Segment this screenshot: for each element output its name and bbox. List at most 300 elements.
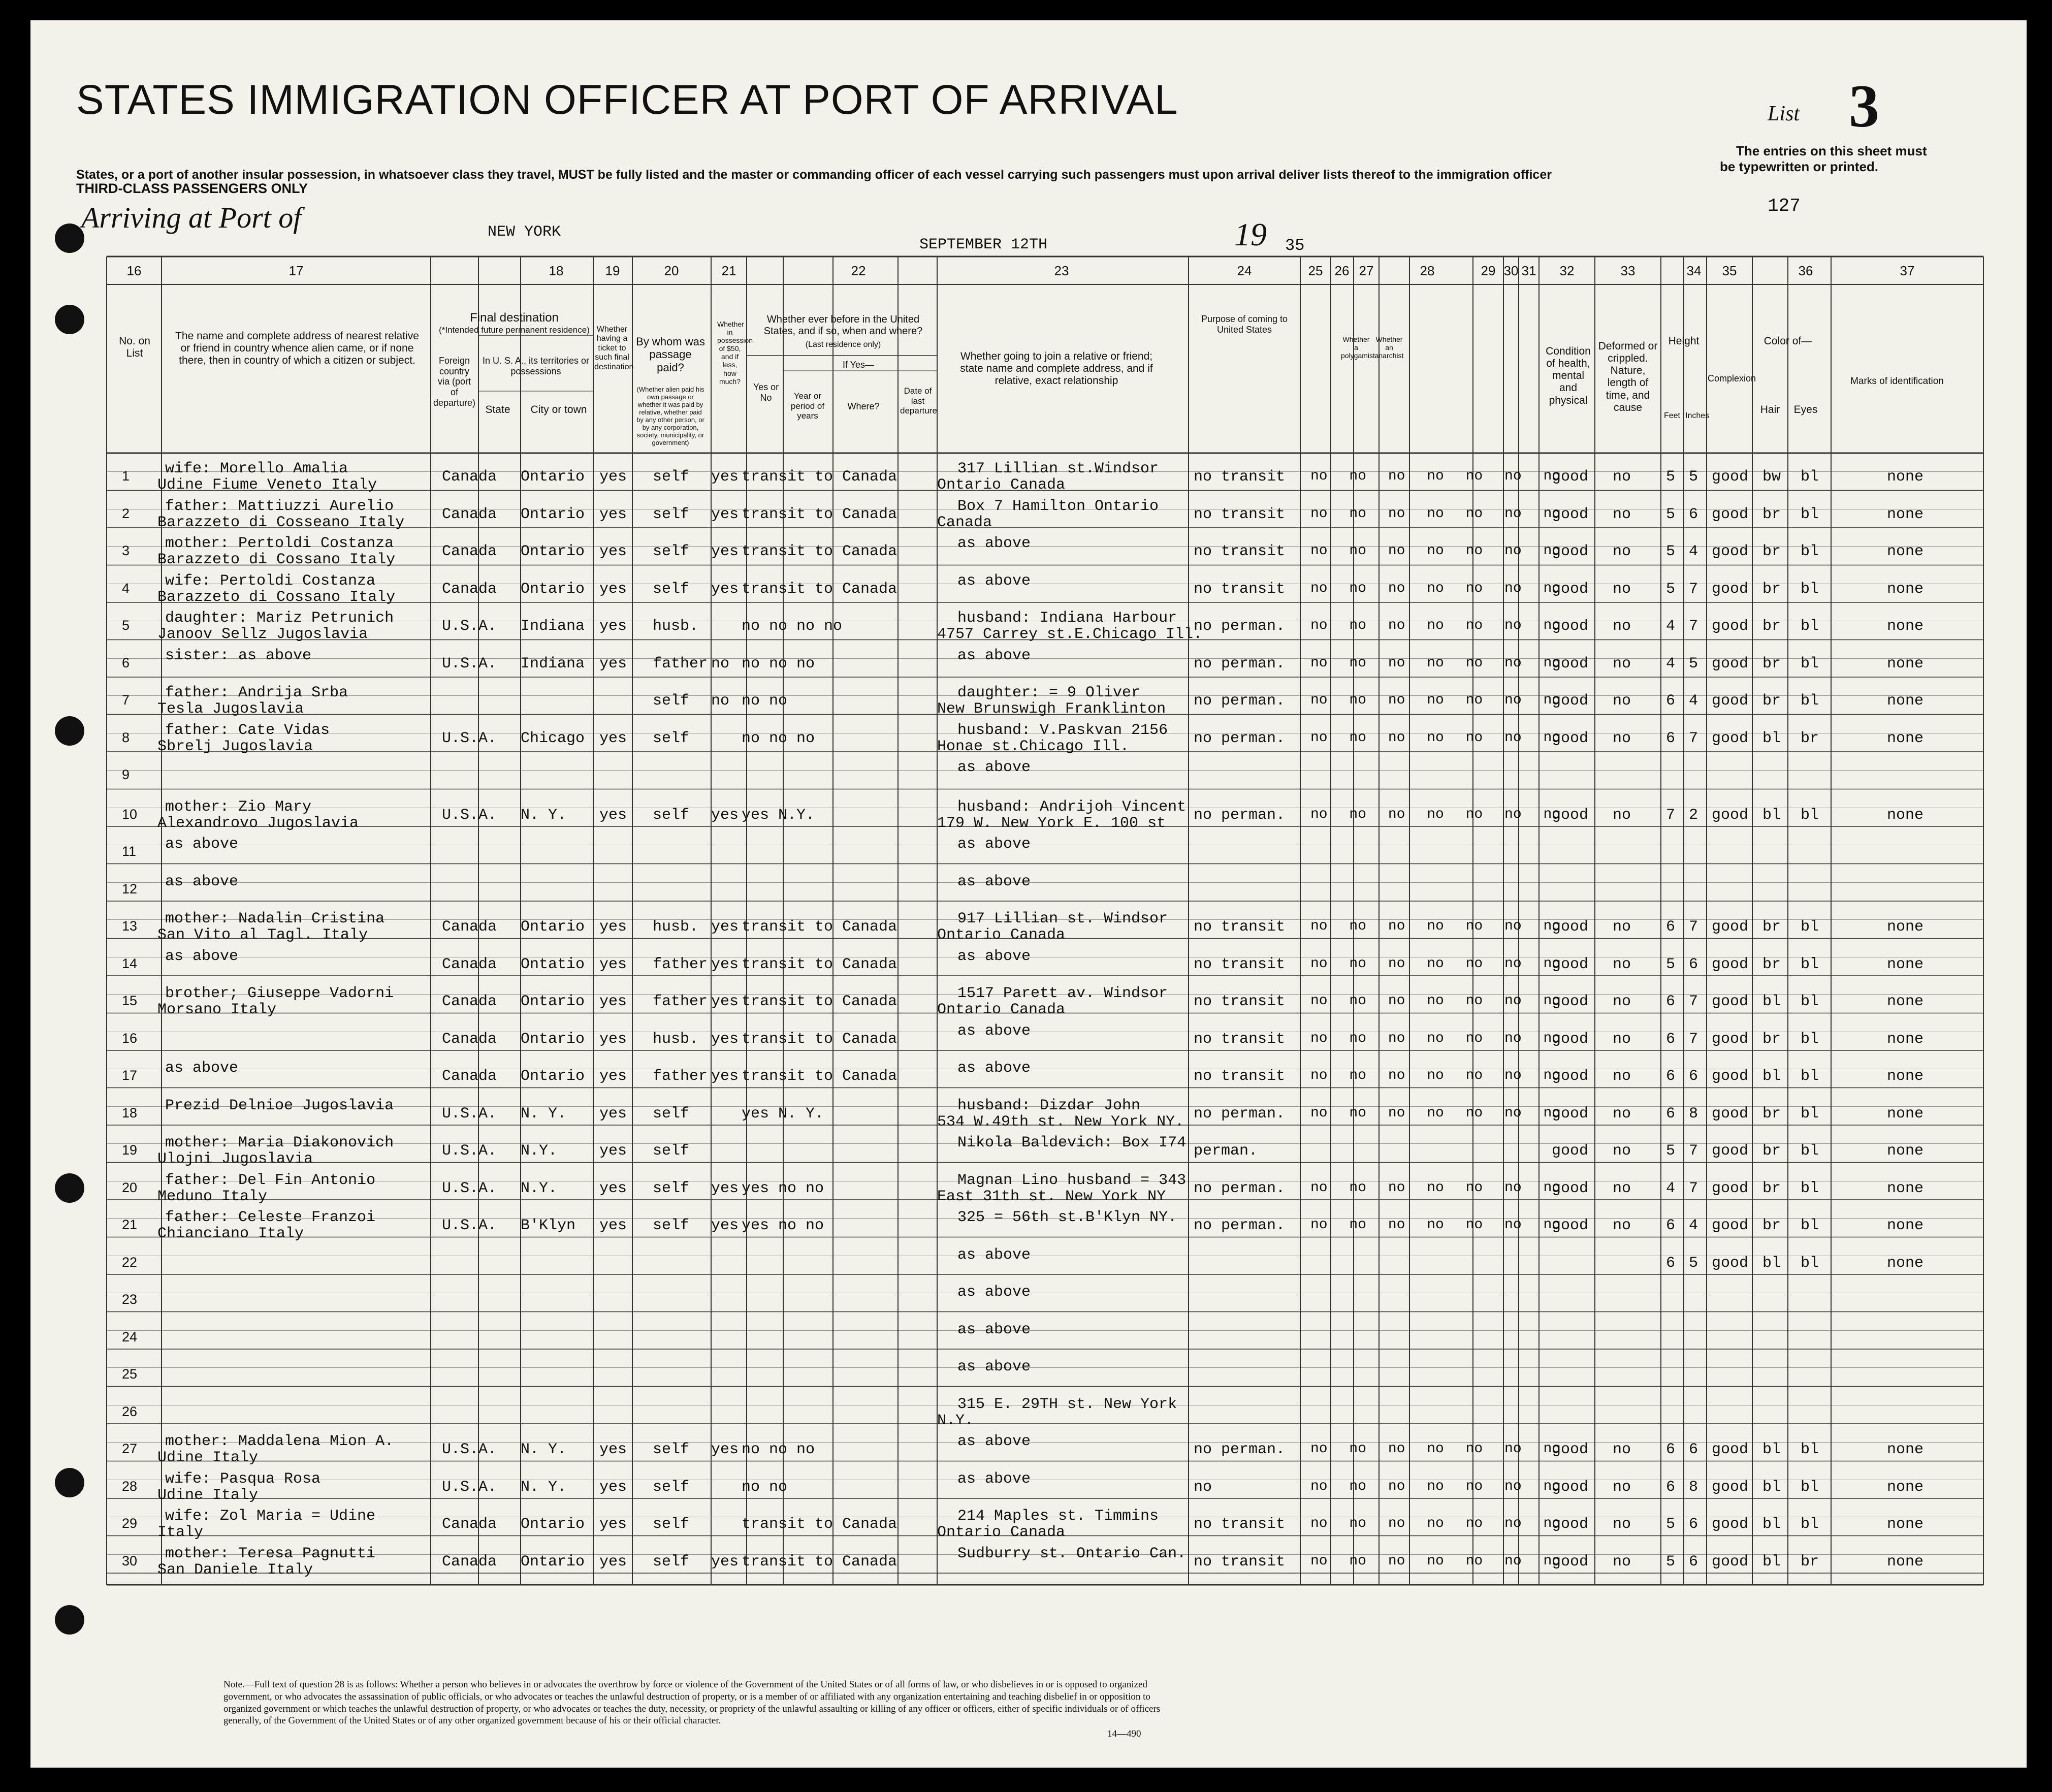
row-number: 28 — [122, 1478, 138, 1494]
column-number: 33 — [1620, 263, 1636, 278]
health-condition: good — [1552, 729, 1589, 747]
joining-line-2: East 31th st. New York NY — [937, 1188, 1166, 1205]
passage-paid-by: husb. — [653, 918, 699, 936]
questions-answers: no no no no no no no — [1310, 1105, 1561, 1121]
column-number: 19 — [605, 263, 620, 278]
hair-color: br — [1762, 1030, 1781, 1048]
header-where: Where? — [847, 401, 880, 411]
identification-marks: none — [1887, 955, 1924, 973]
complexion: good — [1712, 1030, 1749, 1048]
previous-visit: yes no no — [742, 1179, 824, 1197]
passage-paid-by: self — [653, 505, 690, 523]
ticket-answer: yes — [599, 955, 627, 973]
hair-color: br — [1762, 505, 1781, 523]
relative-name: father: Del Fin Antonio — [165, 1171, 376, 1189]
relative-name: father: Mattiuzzi Aurelio — [165, 497, 394, 515]
destination-city: Ontario — [521, 1030, 585, 1048]
height-inches: 7 — [1689, 1179, 1698, 1197]
header-yes-or-no: Yes or No — [753, 382, 779, 403]
relative-name: as above — [165, 836, 239, 853]
questions-answers: no no no no no no no — [1310, 1516, 1561, 1531]
row-number: 30 — [122, 1553, 138, 1569]
row-number: 6 — [122, 655, 130, 670]
joining-line-1: 315 E. 29TH st. New York — [957, 1395, 1177, 1413]
footer-note: Note.—Full text of question 28 is as follows: Whether a person who believes in or advocates the overthrow by force or violence of the Government of the United States or of all forms of law, or who disbelieves in or is opposed to organized government, or who advocates the assassination of public officials, or who advocates or teaches the unlawful destruction of property, or is a member of or affiliated with any organization entertaining and teaching disbelief in or opposition to organized government or which teaches the unlawful destruction of property, or who advocates or teaches the duty, necessity, or propriety of the unlawful assaulting or killing of any officer or officers, either of specific individuals or of officers generally, of the Government of the United States or of any other organized government because of his or their official character. — [223, 1679, 1161, 1726]
passage-paid-by: self — [653, 1142, 690, 1160]
ticket-answer: yes — [599, 505, 627, 523]
height-inches: 6 — [1689, 1441, 1698, 1458]
hair-color: br — [1762, 618, 1781, 635]
identification-marks: none — [1887, 1516, 1924, 1533]
complexion: good — [1712, 1179, 1749, 1197]
previous-visit: transit to Canada — [742, 468, 897, 486]
relative-name: wife: Pasqua Rosa — [165, 1470, 321, 1488]
identification-marks: none — [1887, 1478, 1924, 1496]
row-number: 22 — [122, 1254, 138, 1270]
purpose: no transit — [1194, 505, 1286, 523]
ticket-answer: yes — [599, 1441, 627, 1458]
row-number: 18 — [122, 1105, 138, 1121]
health-condition: good — [1552, 955, 1589, 973]
joining-line-2: 4757 Carrey st.E.Chicago Ill. — [937, 626, 1203, 643]
questions-answers: no no no no no no no — [1310, 1478, 1561, 1494]
passage-paid-by: self — [653, 806, 690, 824]
complexion: good — [1712, 1516, 1749, 1533]
money-answer: yes — [711, 1068, 739, 1085]
questions-answers: no no no no no no no — [1310, 580, 1561, 596]
previous-visit: transit to Canada — [742, 1516, 897, 1533]
hair-color: br — [1762, 692, 1781, 710]
column-number: 26 — [1334, 263, 1350, 278]
money-answer: no — [711, 655, 730, 673]
eye-color: bl — [1801, 955, 1819, 973]
height-inches: 7 — [1689, 580, 1698, 598]
purpose: no perman. — [1194, 1441, 1286, 1458]
questions-answers: no no no no no no no — [1310, 729, 1561, 746]
deformed: no — [1613, 468, 1631, 486]
eye-color: bl — [1801, 806, 1819, 824]
hair-color: br — [1762, 543, 1781, 560]
destination-city: N. Y. — [521, 806, 567, 824]
deformed: no — [1613, 543, 1631, 560]
previous-visit: transit to Canada — [742, 918, 897, 936]
joining-line-2: Canada — [937, 514, 992, 531]
form-code: 14—490 — [1107, 1729, 1141, 1739]
money-answer: yes — [711, 918, 739, 936]
hair-color: br — [1762, 1179, 1781, 1197]
row-number: 15 — [122, 993, 138, 1008]
destination-city: N. Y. — [521, 1105, 567, 1123]
questions-answers: no no no no no no no — [1310, 918, 1561, 934]
foreign-country: Canada — [442, 993, 497, 1010]
deformed: no — [1613, 580, 1631, 598]
header-anarchist: Whether an anarchist — [1374, 335, 1404, 360]
money-answer: yes — [711, 1553, 739, 1571]
deformed: no — [1613, 692, 1631, 710]
deformed: no — [1613, 1478, 1631, 1496]
year-suffix: 35 — [1285, 236, 1305, 255]
destination-city: Indiana — [521, 618, 585, 635]
height-inches: 5 — [1689, 468, 1698, 486]
row-number: 23 — [122, 1292, 138, 1307]
foreign-country: U.S.A. — [442, 618, 497, 635]
complexion: good — [1712, 692, 1749, 710]
header-relative: The name and complete address of nearest relative or friend in country whence alien came, or if none there, then in country of which a citizen or subject. — [175, 330, 419, 367]
eye-color: br — [1801, 1553, 1819, 1571]
complexion: good — [1712, 618, 1749, 635]
joining-line-1: as above — [957, 1246, 1031, 1264]
money-answer: yes — [711, 1217, 739, 1234]
identification-marks: none — [1887, 1217, 1924, 1234]
complexion: good — [1712, 729, 1749, 747]
eye-color: bl — [1801, 993, 1819, 1010]
column-number: 37 — [1900, 263, 1915, 278]
height-feet: 5 — [1666, 468, 1676, 486]
row-number: 3 — [122, 543, 130, 558]
previous-visit: yes N.Y. — [742, 806, 815, 824]
height-feet: 6 — [1666, 1478, 1676, 1496]
identification-marks: none — [1887, 1142, 1924, 1160]
ticket-answer: yes — [599, 468, 627, 486]
deformed: no — [1613, 1179, 1631, 1197]
header-color-of: Color of— — [1764, 335, 1812, 347]
questions-answers: no no no no no no no — [1310, 692, 1561, 708]
complexion: good — [1712, 655, 1749, 673]
complexion: good — [1712, 806, 1749, 824]
header-foreign-country: Foreign country via (port of departure) — [433, 356, 476, 408]
height-feet: 6 — [1666, 1441, 1676, 1458]
row-number: 26 — [122, 1403, 138, 1419]
relative-name: father: Andrija Srba — [165, 684, 348, 701]
identification-marks: none — [1887, 1105, 1924, 1123]
eye-color: bl — [1801, 505, 1819, 523]
height-inches: 6 — [1689, 505, 1698, 523]
identification-marks: none — [1887, 505, 1924, 523]
relative-name: mother: Maria Diakonovich — [165, 1134, 394, 1151]
destination-city: Ontario — [521, 505, 585, 523]
joining-line-2: Ontario Canada — [937, 1001, 1066, 1018]
foreign-country: Canada — [442, 918, 497, 936]
identification-marks: none — [1887, 1553, 1924, 1571]
header-joining: Whether going to join a relative or friend; state name and complete address, and if relative, exact relationship — [960, 350, 1153, 387]
joining-line-1: as above — [957, 535, 1031, 552]
height-inches: 5 — [1689, 655, 1698, 673]
purpose: no perman. — [1194, 1179, 1286, 1197]
hair-color: bl — [1762, 1553, 1781, 1571]
header-money: Whether in possession of $50, and if less, how much? — [717, 320, 753, 386]
purpose: no perman. — [1194, 655, 1286, 673]
eye-color: bl — [1801, 918, 1819, 936]
passage-paid-by: self — [653, 1441, 690, 1458]
hair-color: br — [1762, 1142, 1781, 1160]
health-condition: good — [1552, 1105, 1589, 1123]
column-number: 23 — [1054, 263, 1069, 278]
purpose: no transit — [1194, 918, 1286, 936]
header-final-destination-note: (*Intended future permanent residence) — [439, 325, 590, 335]
joining-line-1: as above — [957, 1358, 1031, 1375]
year-prefix: 19 — [1234, 216, 1267, 252]
health-condition: good — [1552, 1553, 1589, 1571]
money-answer: yes — [711, 505, 739, 523]
passage-paid-by: self — [653, 1478, 690, 1496]
column-number: 25 — [1308, 263, 1323, 278]
passage-paid-by: self — [653, 580, 690, 598]
questions-answers: no no no no no no no — [1310, 1068, 1561, 1083]
row-number: 25 — [122, 1366, 138, 1382]
joining-line-1: husband: V.Paskvan 2156 — [957, 721, 1168, 739]
previous-visit: transit to Canada — [742, 1553, 897, 1571]
height-inches: 2 — [1689, 806, 1698, 824]
destination-city: Ontario — [521, 1553, 585, 1571]
row-number: 7 — [122, 692, 130, 708]
column-number: 28 — [1420, 263, 1435, 278]
joining-line-1: as above — [957, 1284, 1031, 1301]
ticket-answer: yes — [599, 806, 627, 824]
hair-color: bl — [1762, 1254, 1781, 1272]
previous-visit: no no no — [742, 1441, 815, 1458]
relative-name: Prezid Delnioe Jugoslavia — [165, 1097, 394, 1114]
height-feet: 5 — [1666, 580, 1676, 598]
hair-color: bl — [1762, 1068, 1781, 1085]
deformed: no — [1613, 655, 1631, 673]
complexion: good — [1712, 1478, 1749, 1496]
hair-color: bl — [1762, 1516, 1781, 1533]
height-inches: 8 — [1689, 1105, 1698, 1123]
header-hair: Hair — [1760, 404, 1780, 415]
complexion: good — [1712, 1441, 1749, 1458]
joining-line-1: as above — [957, 1060, 1031, 1077]
eye-color: bl — [1801, 1030, 1819, 1048]
identification-marks: none — [1887, 993, 1924, 1010]
complexion: good — [1712, 580, 1749, 598]
passage-paid-by: father — [653, 993, 708, 1010]
row-number: 24 — [122, 1329, 138, 1345]
passage-paid-by: husb. — [653, 1030, 699, 1048]
joining-line-1: 325 = 56th st.B'Klyn NY. — [957, 1209, 1177, 1226]
relative-name: daughter: Mariz Petrunich — [165, 610, 394, 627]
relative-address: Janoov Sellz Jugoslavia — [157, 626, 368, 643]
header-polygamist: Whether a polygamist — [1341, 335, 1375, 360]
foreign-country: Canada — [442, 1516, 497, 1533]
questions-answers: no no no no no no no — [1310, 1553, 1561, 1569]
eye-color: bl — [1801, 692, 1819, 710]
health-condition: good — [1552, 806, 1589, 824]
row-number: 11 — [122, 844, 137, 859]
sheet-number: 127 — [1768, 196, 1801, 216]
header-eyes: Eyes — [1793, 404, 1818, 415]
passage-paid-by: self — [653, 543, 690, 560]
identification-marks: none — [1887, 580, 1924, 598]
passage-paid-by: self — [653, 1179, 690, 1197]
height-inches: 7 — [1689, 618, 1698, 635]
height-inches: 8 — [1689, 1478, 1698, 1496]
previous-visit: no no no — [742, 729, 815, 747]
destination-city: Ontario — [521, 543, 585, 560]
purpose: no — [1194, 1478, 1212, 1496]
header-city: City or town — [530, 404, 587, 415]
header-feet: Feet — [1663, 411, 1680, 420]
height-feet: 6 — [1666, 918, 1676, 936]
joining-line-1: as above — [957, 647, 1031, 664]
height-inches: 5 — [1689, 1254, 1698, 1272]
relative-address: Udine Italy — [157, 1449, 259, 1466]
money-answer: yes — [711, 1030, 739, 1048]
foreign-country: U.S.A. — [442, 806, 497, 824]
eye-color: bl — [1801, 618, 1819, 635]
questions-answers: no no no no no no no — [1310, 543, 1561, 559]
header-before-in-us: Whether ever before in the United States, and if so, when and where? — [763, 314, 923, 337]
column-number: 34 — [1686, 263, 1702, 278]
deformed: no — [1613, 1553, 1631, 1571]
destination-city: N.Y. — [521, 1142, 558, 1160]
header-final-destination: Final destination — [470, 311, 559, 325]
foreign-country: Canada — [442, 580, 497, 598]
row-number: 5 — [122, 618, 130, 633]
row-number: 8 — [122, 729, 130, 745]
height-inches: 7 — [1689, 993, 1698, 1010]
complexion: good — [1712, 468, 1749, 486]
relative-name: sister: as above — [165, 647, 312, 664]
relative-name: father: Celeste Franzoi — [165, 1209, 376, 1226]
joining-line-1: as above — [957, 836, 1031, 853]
foreign-country: Canada — [442, 1068, 497, 1085]
height-feet: 4 — [1666, 618, 1676, 635]
height-inches: 4 — [1689, 1217, 1698, 1234]
joining-line-2: Ontario Canada — [937, 926, 1066, 944]
height-feet: 6 — [1666, 1105, 1676, 1123]
deformed: no — [1613, 993, 1631, 1010]
hair-color: bl — [1762, 806, 1781, 824]
relative-address: Sbrelj Jugoslavia — [157, 738, 313, 755]
destination-city: N.Y. — [521, 1179, 558, 1197]
questions-answers: no no no no no no no — [1310, 1179, 1561, 1196]
health-condition: good — [1552, 1030, 1589, 1048]
complexion: good — [1712, 1142, 1749, 1160]
height-feet: 4 — [1666, 655, 1676, 673]
purpose: no transit — [1194, 1068, 1286, 1085]
deformed: no — [1613, 505, 1631, 523]
relative-address: San Vito al Tagl. Italy — [157, 926, 368, 944]
height-inches: 4 — [1689, 543, 1698, 560]
column-number: 22 — [851, 263, 866, 278]
relative-name: mother: Teresa Pagnutti — [165, 1545, 376, 1562]
purpose: no perman. — [1194, 806, 1286, 824]
complexion: good — [1712, 955, 1749, 973]
header-ticket: Whether having a ticket to such final destination — [594, 325, 634, 371]
complexion: good — [1712, 543, 1749, 560]
relative-address: Ulojni Jugoslavia — [157, 1150, 313, 1168]
header-height: Height — [1668, 335, 1700, 347]
passage-paid-by: self — [653, 1105, 690, 1123]
row-number: 9 — [122, 767, 130, 782]
row-number: 1 — [122, 468, 130, 484]
health-condition: good — [1552, 618, 1589, 635]
identification-marks: none — [1887, 468, 1924, 486]
identification-marks: none — [1887, 1441, 1924, 1458]
list-label: List — [1768, 102, 1800, 125]
relative-address: Alexandrovo Jugoslavia — [157, 814, 359, 832]
deformed: no — [1613, 1142, 1631, 1160]
deformed: no — [1613, 1516, 1631, 1533]
height-feet: 7 — [1666, 806, 1676, 824]
header-deformed: Deformed or crippled. Nature, length of time, and cause — [1598, 340, 1658, 413]
foreign-country: Canada — [442, 955, 497, 973]
joining-line-1: 917 Lillian st. Windsor — [957, 910, 1168, 927]
ticket-answer: yes — [599, 1478, 627, 1496]
row-number: 10 — [122, 806, 138, 822]
identification-marks: none — [1887, 1030, 1924, 1048]
purpose: no transit — [1194, 543, 1286, 560]
complexion: good — [1712, 1068, 1749, 1085]
eye-color: bl — [1801, 468, 1819, 486]
passage-paid-by: self — [653, 1217, 690, 1234]
health-condition: good — [1552, 1478, 1589, 1496]
relative-name: as above — [165, 1060, 239, 1077]
joining-line-1: Magnan Lino husband = 343 — [957, 1171, 1187, 1189]
height-feet: 6 — [1666, 1217, 1676, 1234]
hair-color: br — [1762, 655, 1781, 673]
relative-address: Barazzeto di Cossano Italy — [157, 551, 396, 568]
money-answer: yes — [711, 1179, 739, 1197]
identification-marks: none — [1887, 1068, 1924, 1085]
instruction-text: States, or a port of another insular possession, in whatsoever class they travel, MUST be fully listed and the master or commanding officer of each vessel carrying such passengers must upon arrival deliver lists thereof to the immigration officer — [76, 168, 1552, 182]
foreign-country: U.S.A. — [442, 1142, 497, 1160]
money-answer: yes — [711, 993, 739, 1010]
complexion: good — [1712, 1254, 1749, 1272]
relative-name: as above — [165, 873, 239, 890]
height-feet: 5 — [1666, 1142, 1676, 1160]
questions-answers: no no no no no no no — [1310, 1441, 1561, 1457]
height-feet: 4 — [1666, 1179, 1676, 1197]
typewritten-note-1: The entries on this sheet must — [1736, 143, 1927, 158]
relative-address: Barazzeto di Cossano Italy — [157, 588, 396, 606]
joining-line-1: as above — [957, 1433, 1031, 1450]
questions-answers: no no no no no no no — [1310, 806, 1561, 822]
column-number: 24 — [1237, 263, 1252, 278]
previous-visit: transit to Canada — [742, 993, 897, 1010]
purpose: no transit — [1194, 1553, 1286, 1571]
money-answer: no — [711, 692, 730, 710]
foreign-country: U.S.A. — [442, 1105, 497, 1123]
foreign-country: U.S.A. — [442, 729, 497, 747]
destination-city: Ontatio — [521, 955, 585, 973]
eye-color: bl — [1801, 1217, 1819, 1234]
height-inches: 7 — [1689, 729, 1698, 747]
column-number: 17 — [288, 263, 304, 278]
ticket-answer: yes — [599, 918, 627, 936]
deformed: no — [1613, 1441, 1631, 1458]
relative-address: Udine Italy — [157, 1486, 259, 1504]
header-if-yes: If Yes— — [842, 360, 875, 370]
height-feet: 6 — [1666, 1068, 1676, 1085]
health-condition: good — [1552, 1142, 1589, 1160]
row-number: 4 — [122, 580, 130, 596]
typewritten-note-2: be typewritten or printed. — [1720, 159, 1879, 174]
row-number: 17 — [122, 1068, 138, 1083]
passage-paid-by: self — [653, 1516, 690, 1533]
questions-answers: no no no no no no no — [1310, 618, 1561, 633]
joining-line-1: Box 7 Hamilton Ontario — [957, 497, 1159, 515]
joining-line-2: Honae st.Chicago Ill. — [937, 738, 1130, 755]
row-number: 20 — [122, 1179, 138, 1195]
height-feet: 5 — [1666, 543, 1676, 560]
previous-visit: no no no no — [742, 618, 843, 635]
destination-city: Ontario — [521, 1516, 585, 1533]
column-number: 18 — [549, 263, 564, 278]
previous-visit: transit to Canada — [742, 1030, 897, 1048]
joining-line-1: as above — [957, 1470, 1031, 1488]
ticket-answer: yes — [599, 1516, 627, 1533]
